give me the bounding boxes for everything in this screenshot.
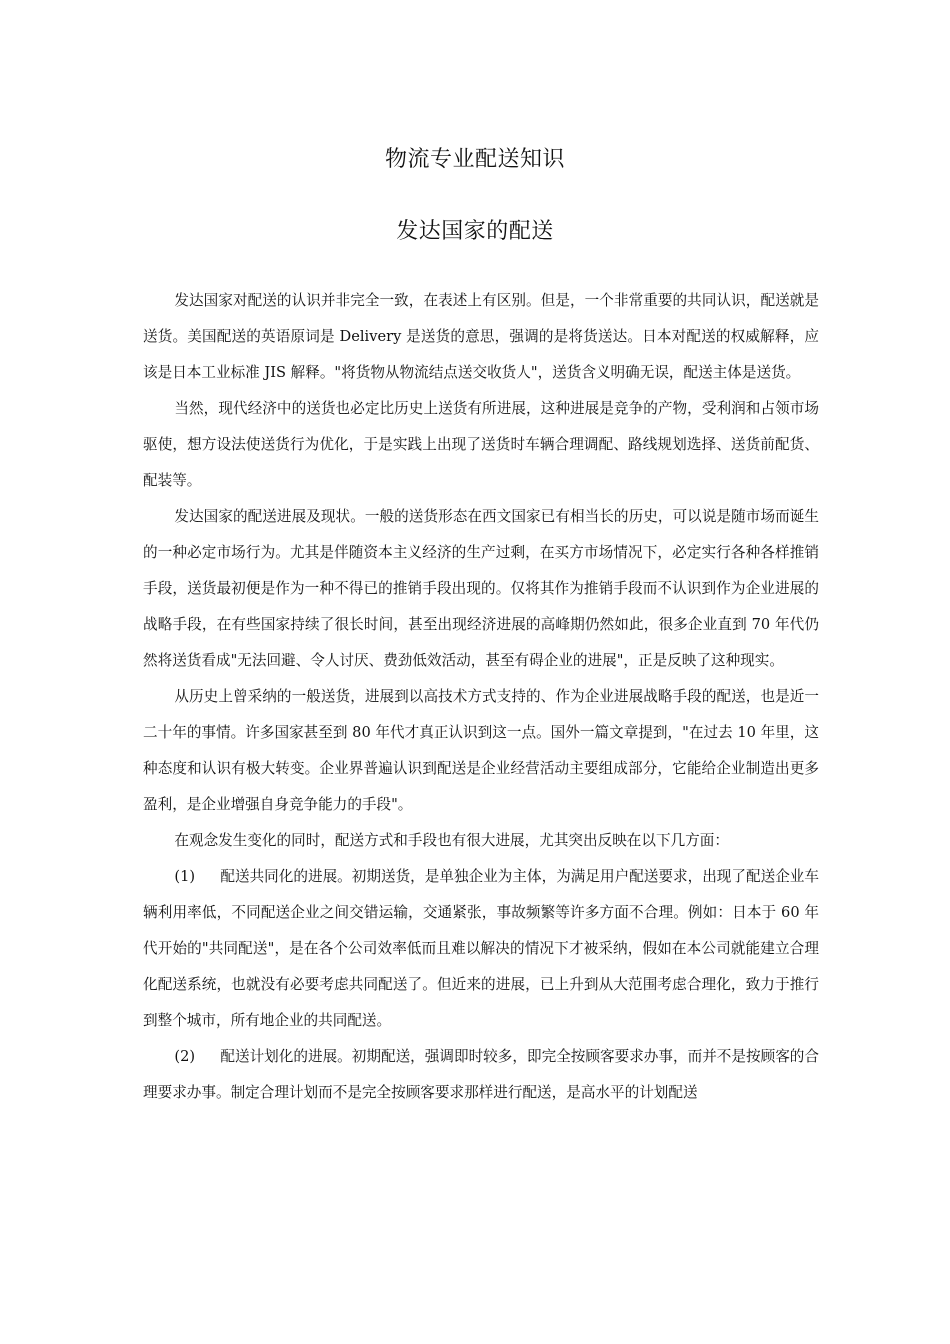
document-title: 物流专业配送知识 — [384, 147, 565, 172]
list-item-text: 配送共同化的进展。初期送货，是单独企业为主体，为满足用户配送要求，出现了配送企业车辆利用率低，不同配送企业之间交错运输，交通紧张，事故频繁等许多方面不合理。例如：日本于 60 年代开始的"共同配送"，是在各个公司效率低而且难以解决的情况下才被采纳，假如在本公司就能建立合理化配送系统，也就没有必要考虑共同配送了。但近来的进展，已上升到从大范围考虑合理化，致力于推行到整个城市，所有地企业的共同配送。 — [143, 868, 819, 1029]
list-item — [143, 1039, 819, 1111]
paragraph: 当然，现代经济中的送货也必定比历史上送货有所进展，这种进展是竞争的产物，受利润和占领市场驱使，想方设法使送货行为优化，于是实践上出现了送货时车辆合理调配、路线规划选择、送货前配货、配装等。 — [143, 400, 819, 489]
paragraph: 从历史上曾采纳的一般送货，进展到以高技术方式支持的、作为企业进展战略手段的配送，也是近一二十年的事情。许多国家甚至到 80 年代才真正认识到这一点。国外一篇文章提到，"在过去 10 年里，这种态度和认识有极大转变。企业界普遍认识到配送是企业经营活动主要组成部分，它能给企业制造出更多盈利，是企业增强自身竞争能力的手段"。 — [143, 688, 819, 813]
list-item-text: 配送计划化的进展。初期配送，强调即时较多，即完全按顾客要求办事，而并不是按顾客的合理要求办事。制定合理计划而不是完全按顾客要求那样进行配送，是高水平的计划配送 — [143, 1048, 819, 1101]
list-item-number: (1) — [174, 868, 196, 885]
paragraph: 发达国家的配送进展及现状。一般的送货形态在西文国家已有相当长的历史，可以说是随市场而诞生的一种必定市场行为。尤其是伴随资本主义经济的生产过剩，在买方市场情况下，必定实行各种各样推销手段，送货最初便是作为一种不得已的推销手段出现的。仅将其作为推销手段而不认识到作为企业进展的战略手段，在有些国家持续了很长时间，甚至出现经济进展的高峰期仍然如此，很多企业直到 70 年代仍然将送货看成"无法回避、令人讨厌、费劲低效活动，甚至有碍企业的进展"，正是反映了这种现实。 — [143, 508, 819, 669]
document-body — [143, 283, 819, 1111]
list-item — [143, 859, 819, 1039]
paragraph: 发达国家对配送的认识并非完全一致，在表述上有区别。但是，一个非常重要的共同认识，配送就是送货。美国配送的英语原词是 Delivery 是送货的意思，强调的是将货送达。日本对配送的权威解释，应该是日本工业标准 JIS 解释。"将货物从物流结点送交收货人"，送货含义明确无误，配送主体是送货。 — [143, 292, 819, 381]
section-heading: 发达国家的配送 — [396, 219, 554, 244]
list-item-number: (2) — [174, 1048, 196, 1065]
paragraph: 在观念发生变化的同时，配送方式和手段也有很大进展，尤其突出反映在以下几方面： — [174, 832, 729, 849]
